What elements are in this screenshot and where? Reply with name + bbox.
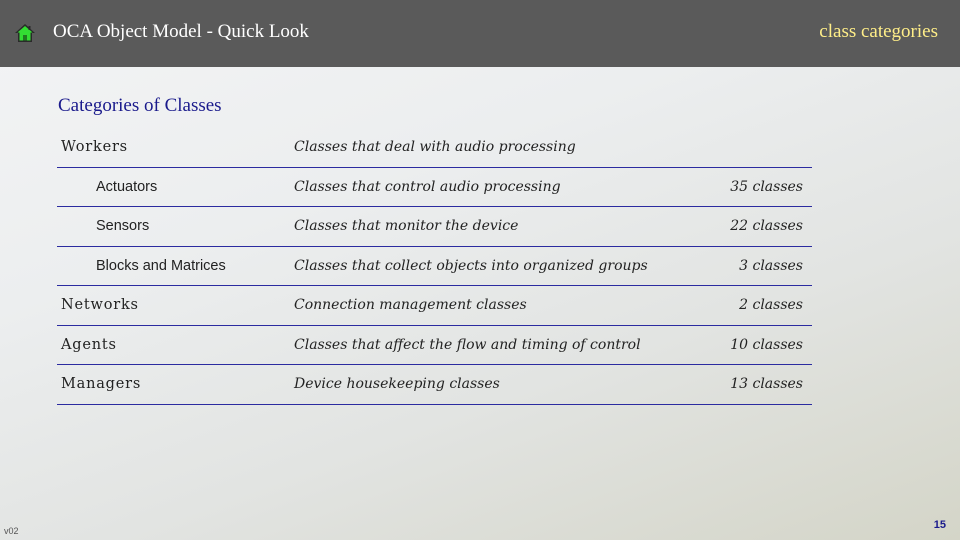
table-row xyxy=(57,168,812,208)
category-name: Workers xyxy=(61,139,128,155)
page-number: 15 xyxy=(933,519,946,531)
category-description: Classes that affect the flow and timing of control xyxy=(294,336,641,353)
category-description: Classes that collect objects into organized groups xyxy=(294,257,648,274)
category-count: 35 classes xyxy=(730,178,803,195)
category-description: Device housekeeping classes xyxy=(294,376,500,392)
category-count: 13 classes xyxy=(730,376,803,392)
category-description: Classes that deal with audio processing xyxy=(294,139,576,155)
category-description: Classes that monitor the device xyxy=(294,218,519,234)
category-name: Agents xyxy=(61,336,117,353)
category-name: Blocks and Matrices xyxy=(96,257,226,274)
category-description: Classes that control audio processing xyxy=(294,178,561,195)
table-row xyxy=(57,365,812,405)
category-name: Actuators xyxy=(96,178,158,195)
slide-heading: Categories of Classes xyxy=(58,95,222,116)
table-row xyxy=(57,247,812,287)
category-name: Networks xyxy=(61,297,139,313)
section-label: class categories xyxy=(819,21,938,42)
category-description: Connection management classes xyxy=(294,297,527,313)
table-row xyxy=(57,326,812,366)
deck-title: OCA Object Model - Quick Look xyxy=(53,21,309,42)
table-row xyxy=(57,286,812,326)
table-row xyxy=(57,128,812,168)
category-count: 22 classes xyxy=(730,218,803,234)
categories-table xyxy=(57,128,812,405)
table-row xyxy=(57,207,812,247)
category-name: Sensors xyxy=(96,218,150,234)
version-label: v02 xyxy=(4,526,19,536)
category-count: 3 classes xyxy=(739,257,803,274)
category-count: 2 classes xyxy=(739,297,803,313)
category-count: 10 classes xyxy=(730,336,803,353)
home-icon[interactable] xyxy=(14,22,36,44)
category-name: Managers xyxy=(61,376,142,392)
title-bar xyxy=(0,0,960,67)
